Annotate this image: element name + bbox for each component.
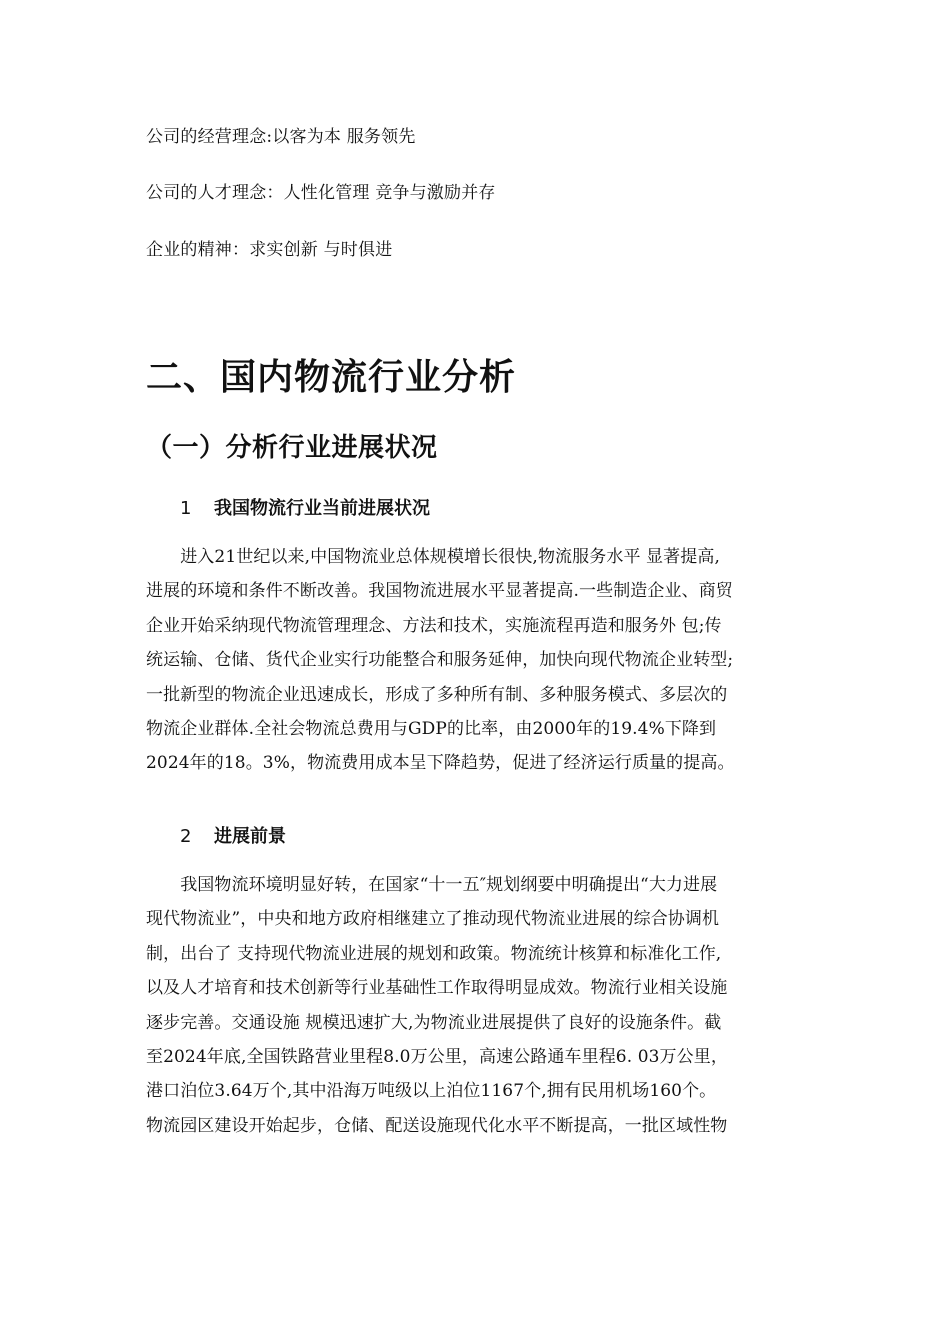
item-1-heading [180,496,430,522]
enterprise-spirit-line: 企业的精神：求实创新 与时俱进 [146,240,393,260]
item-1-title: 我国物流行业当前进展状况 [214,498,430,519]
paragraph-line: 进入21世纪以来,中国物流业总体规模增长很快,物流服务水平 显著提高, [146,547,720,567]
paragraph-line: 进展的环境和条件不断改善。我国物流进展水平显著提高.一些制造企业、商贸 [146,581,733,602]
paragraph-line: 物流园区建设开始起步，仓储、配送设施现代化水平不断提高，一批区域性物 [146,1115,728,1136]
paragraph-line: 至2024年底,全国铁路营业里程8.0万公里，高速公路通车里程6. 03万公里， [146,1046,728,1067]
item-2-title: 进展前景 [214,826,286,847]
item-1-number: 1 [180,498,192,519]
item-2-heading [180,824,286,850]
item-2-number: 2 [180,826,192,847]
business-philosophy-line: 公司的经营理念:以客为本 服务领先 [146,127,416,147]
paragraph-line: 港口泊位3.64万个,其中沿海万吨级以上泊位1167个,拥有民用机场160个。 [146,1081,717,1102]
paragraph-line: 2024年的18。3%，物流费用成本呈下降趋势，促进了经济运行质量的提高。 [146,753,735,774]
paragraph-line: 逐步完善。交通设施 规模迅速扩大,为物流业进展提供了良好的设施条件。截 [146,1012,722,1033]
paragraph-line: 统运输、仓储、货代企业实行功能整合和服务延伸，加快向现代物流企业转型; [146,650,734,671]
talent-philosophy-line: 公司的人才理念：人性化管理 竞争与激励并存 [146,183,496,203]
paragraph-line: 物流企业群体.全社会物流总费用与GDP的比率，由2000年的19.4%下降到 [146,718,717,739]
subsection-title: （一）分析行业进展状况 [146,433,438,463]
section-title: 二、国内物流行业分析 [146,357,517,398]
paragraph-line: 企业开始采纳现代物流管理理念、方法和技术，实施流程再造和服务外 包;传 [146,615,722,636]
item-1-paragraph [146,540,806,781]
paragraph-line: 一批新型的物流企业迅速成长，形成了多种所有制、多种服务模式、多层次的 [146,684,728,705]
item-2-paragraph [146,868,806,1143]
paragraph-line: 以及人才培育和技术创新等行业基础性工作取得明显成效。物流行业相关设施 [146,978,728,999]
paragraph-line: 制，出台了 支持现代物流业进展的规划和政策。物流统计核算和标准化工作, [146,943,722,964]
paragraph-line: 现代物流业”，中央和地方政府相继建立了推动现代物流业进展的综合协调机 [146,909,720,930]
paragraph-line: 我国物流环境明显好转，在国家“十一五″规划纲要中明确提出“大力进展 [146,875,718,895]
